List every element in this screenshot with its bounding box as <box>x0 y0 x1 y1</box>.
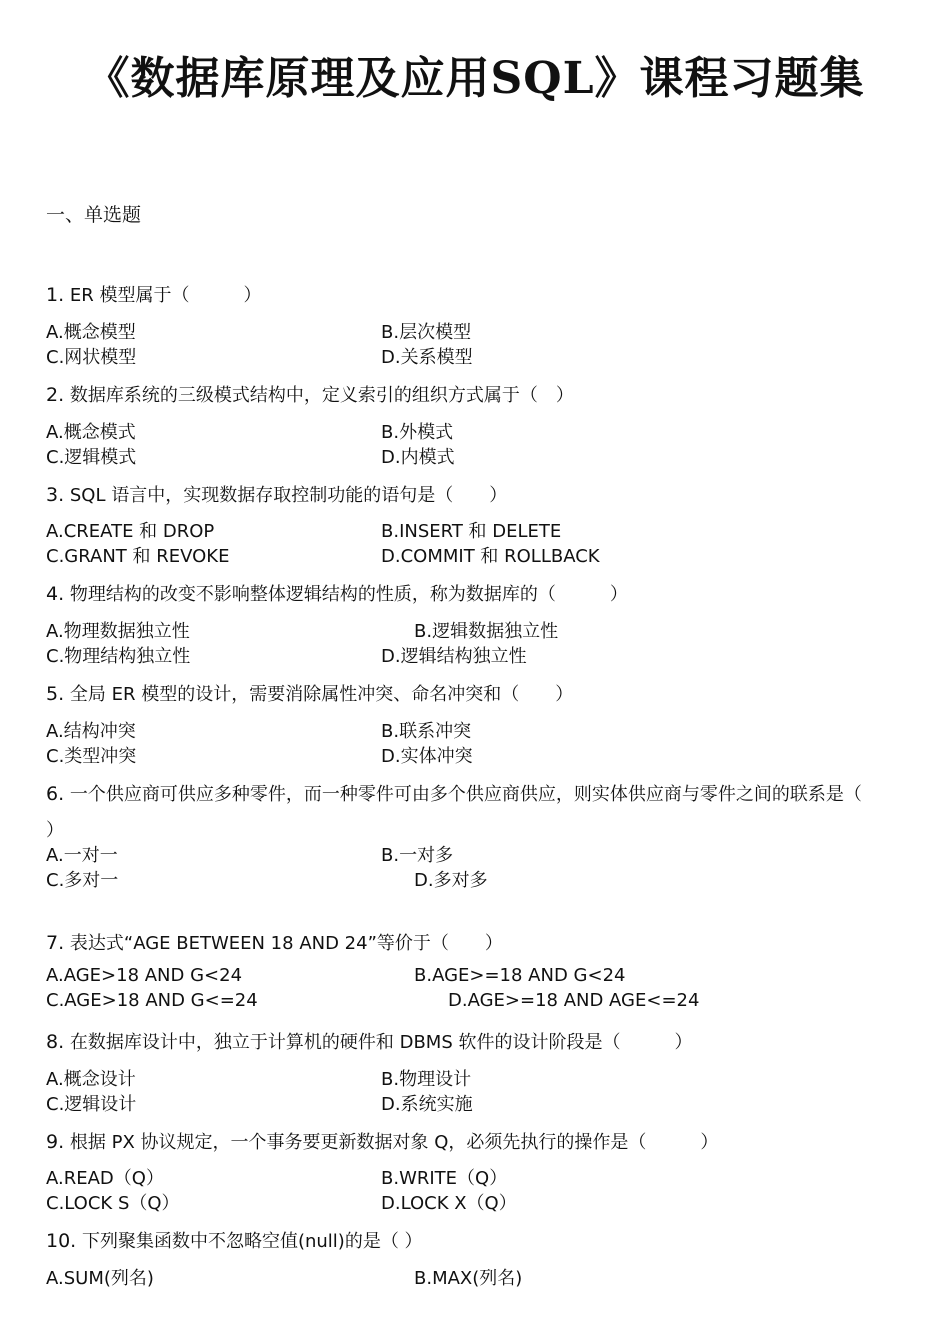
option-d: D.AGE>=18 AND AGE<=24 <box>448 990 700 1011</box>
question-number: 7. <box>46 932 65 954</box>
question-7 <box>46 929 503 955</box>
option-b: B.INSERT 和 DELETE <box>381 521 562 542</box>
question-number: 2. <box>46 384 65 406</box>
option-d: D.系统实施 <box>381 1094 473 1115</box>
option-c: C.多对一 <box>46 870 119 891</box>
option-b: B.联系冲突 <box>381 721 472 742</box>
option-a: A.概念模型 <box>46 322 136 343</box>
option-b: B.WRITE（Q） <box>381 1168 508 1189</box>
question-text: 一个供应商可供应多种零件，而一种零件可由多个供应商供应，则实体供应商与零件之间的联系是（ <box>69 784 862 805</box>
question-text: ER 模型属于（ ） <box>69 285 262 306</box>
question-number: 6. <box>46 783 65 805</box>
option-b: B.AGE>=18 AND G<24 <box>414 965 626 986</box>
question-text-continuation: ） <box>46 820 64 841</box>
question-text: SQL 语言中，实现数据存取控制功能的语句是（ ） <box>69 485 508 506</box>
option-a: A.一对一 <box>46 845 118 866</box>
option-b: B.一对多 <box>381 845 454 866</box>
question-text: 物理结构的改变不影响整体逻辑结构的性质，称为数据库的（ ） <box>69 584 628 605</box>
question-text: 表达式“AGE BETWEEN 18 AND 24”等价于（ ） <box>69 933 503 954</box>
option-c: C.LOCK S（Q） <box>46 1193 180 1214</box>
question-1 <box>46 281 261 307</box>
question-6-continuation <box>46 816 64 842</box>
option-d: D.逻辑结构独立性 <box>381 646 527 667</box>
option-c: C.物理结构独立性 <box>46 646 191 667</box>
option-b: B.物理设计 <box>381 1069 472 1090</box>
question-text: 在数据库设计中，独立于计算机的硬件和 DBMS 软件的设计阶段是（ ） <box>69 1032 693 1053</box>
question-9 <box>46 1128 718 1154</box>
question-text: 全局 ER 模型的设计，需要消除属性冲突、命名冲突和（ ） <box>69 684 574 705</box>
question-6 <box>46 780 862 806</box>
question-8 <box>46 1028 692 1054</box>
question-number: 9. <box>46 1131 65 1153</box>
option-c: C.AGE>18 AND G<=24 <box>46 990 258 1011</box>
option-c: C.GRANT 和 REVOKE <box>46 546 230 567</box>
question-text: 数据库系统的三级模式结构中，定义索引的组织方式属于（ ） <box>69 385 574 406</box>
option-b: B.外模式 <box>381 422 454 443</box>
option-b: B.逻辑数据独立性 <box>414 621 559 642</box>
option-b: B.MAX(列名) <box>414 1268 523 1289</box>
question-number: 1. <box>46 284 65 306</box>
document-title: 《数据库原理及应用SQL》课程习题集 <box>85 53 865 104</box>
question-number: 3. <box>46 484 65 506</box>
question-text: 根据 PX 协议规定，一个事务要更新数据对象 Q，必须先执行的操作是（ ） <box>69 1132 719 1153</box>
question-5 <box>46 680 573 706</box>
option-d: D.关系模型 <box>381 347 473 368</box>
option-c: C.逻辑设计 <box>46 1094 137 1115</box>
option-a: A.AGE>18 AND G<24 <box>46 965 243 986</box>
option-d: D.COMMIT 和 ROLLBACK <box>381 546 600 567</box>
option-a: A.SUM(列名) <box>46 1268 154 1289</box>
question-text: 下列聚集函数中不忽略空值(null)的是（ ） <box>81 1231 423 1252</box>
question-2 <box>46 381 574 407</box>
question-number: 10. <box>46 1230 77 1252</box>
question-number: 8. <box>46 1031 65 1053</box>
question-number: 4. <box>46 583 65 605</box>
option-c: C.类型冲突 <box>46 746 137 767</box>
option-c: C.逻辑模式 <box>46 447 137 468</box>
option-a: A.概念模式 <box>46 422 136 443</box>
option-d: D.实体冲突 <box>381 746 473 767</box>
question-number: 5. <box>46 683 65 705</box>
option-d: D.内模式 <box>381 447 455 468</box>
section-heading: 一、单选题 <box>46 204 142 226</box>
option-a: A.概念设计 <box>46 1069 136 1090</box>
question-10 <box>46 1227 423 1253</box>
option-d: D.LOCK X（Q） <box>381 1193 517 1214</box>
question-3 <box>46 481 507 507</box>
option-a: A.CREATE 和 DROP <box>46 521 215 542</box>
option-b: B.层次模型 <box>381 322 472 343</box>
option-a: A.结构冲突 <box>46 721 136 742</box>
option-a: A.物理数据独立性 <box>46 621 190 642</box>
option-a: A.READ（Q） <box>46 1168 164 1189</box>
question-4 <box>46 580 628 606</box>
option-c: C.网状模型 <box>46 347 137 368</box>
option-d: D.多对多 <box>414 870 488 891</box>
